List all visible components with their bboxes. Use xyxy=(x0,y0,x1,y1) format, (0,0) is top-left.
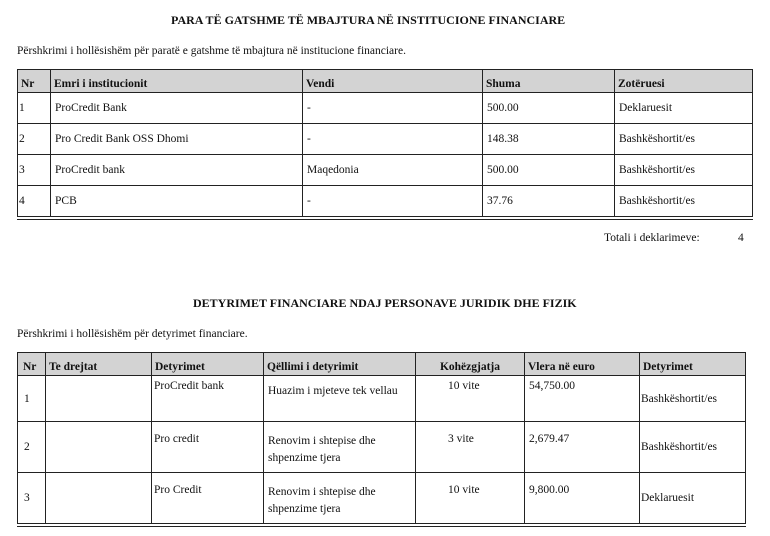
table-row xyxy=(18,473,746,525)
row-nr: 4 xyxy=(19,195,25,207)
cash-holdings-table xyxy=(17,69,753,220)
table-header-row xyxy=(18,353,746,376)
rights xyxy=(46,376,151,380)
header-nr: Nr xyxy=(18,353,46,376)
creditor: ProCredit bank xyxy=(154,380,224,392)
table-header-row xyxy=(18,70,753,93)
duration: 10 vite xyxy=(448,484,480,496)
amount: 148.38 xyxy=(487,133,519,145)
header-purpose: Qëllimi i detyrimit xyxy=(264,353,416,376)
table-row xyxy=(18,186,753,219)
row-nr: 2 xyxy=(19,133,25,145)
row-nr: 2 xyxy=(24,441,30,453)
header-nr: Nr xyxy=(18,70,51,93)
value: 54,750.00 xyxy=(529,380,575,392)
debtor: Deklaruesit xyxy=(641,491,695,504)
debtor: Bashkëshortit/es xyxy=(641,392,718,405)
country: - xyxy=(307,195,311,207)
header-rights: Te drejtat xyxy=(46,353,152,376)
amount: 500.00 xyxy=(487,164,519,176)
table-row xyxy=(18,93,753,124)
purpose: Renovim i shtepise dhe shpenzime tjera xyxy=(268,486,376,515)
institution-name: Pro Credit Bank OSS Dhomi xyxy=(55,133,189,145)
duration: 10 vite xyxy=(448,380,480,392)
rights xyxy=(46,473,151,477)
section1-title: PARA TË GATSHME TË MBAJTURA NË INSTITUCIONE FINANCIARE xyxy=(171,13,566,27)
amount: 500.00 xyxy=(487,102,519,114)
value: 9,800.00 xyxy=(529,484,570,496)
owner: Bashkëshortit/es xyxy=(619,164,696,176)
header-owner: Zotëruesi xyxy=(615,70,753,93)
table-row xyxy=(18,124,753,155)
institution-name: ProCredit Bank xyxy=(55,102,127,114)
rights xyxy=(46,422,151,426)
total-value: 4 xyxy=(738,232,744,244)
creditor: Pro Credit xyxy=(154,484,202,496)
institution-name: PCB xyxy=(55,195,77,207)
purpose: Huazim i mjeteve tek vellau xyxy=(268,385,398,397)
total-label: Totali i deklarimeve: xyxy=(604,232,700,244)
country: - xyxy=(307,133,311,145)
header-duration: Kohëzgjatja xyxy=(416,353,525,376)
duration: 3 vite xyxy=(448,433,474,445)
owner: Deklaruesit xyxy=(619,102,673,114)
section2-description: Përshkrimi i hollësishëm për detyrimet financiare. xyxy=(17,328,248,340)
header-creditor: Detyrimet xyxy=(152,353,264,376)
owner: Bashkëshortit/es xyxy=(619,133,696,145)
header-institution: Emri i institucionit xyxy=(51,70,303,93)
owner: Bashkëshortit/es xyxy=(619,195,696,207)
table-row xyxy=(18,422,746,473)
debtor: Bashkëshortit/es xyxy=(641,441,718,453)
header-amount: Shuma xyxy=(483,70,615,93)
section2-title: DETYRIMET FINANCIARE NDAJ PERSONAVE JURIDIK DHE FIZIK xyxy=(193,296,577,310)
institution-name: ProCredit bank xyxy=(55,164,125,176)
country: Maqedonia xyxy=(307,164,359,176)
amount: 37.76 xyxy=(487,195,513,207)
row-nr: 1 xyxy=(24,392,30,405)
table-row xyxy=(18,155,753,186)
value: 2,679.47 xyxy=(529,433,570,445)
header-country: Vendi xyxy=(303,70,483,93)
header-value: Vlera në euro xyxy=(525,353,640,376)
row-nr: 3 xyxy=(19,164,25,176)
liabilities-table xyxy=(17,352,746,527)
row-nr: 1 xyxy=(19,102,25,114)
creditor: Pro credit xyxy=(154,433,200,445)
table-row xyxy=(18,376,746,422)
row-nr: 3 xyxy=(24,491,30,504)
header-debtor: Detyrimet xyxy=(640,353,746,376)
purpose: Renovim i shtepise dhe shpenzime tjera xyxy=(268,435,376,464)
country: - xyxy=(307,102,311,114)
section1-description: Përshkrimi i hollësishëm për paratë e gatshme të mbajtura në institucione financiare. xyxy=(17,45,406,57)
